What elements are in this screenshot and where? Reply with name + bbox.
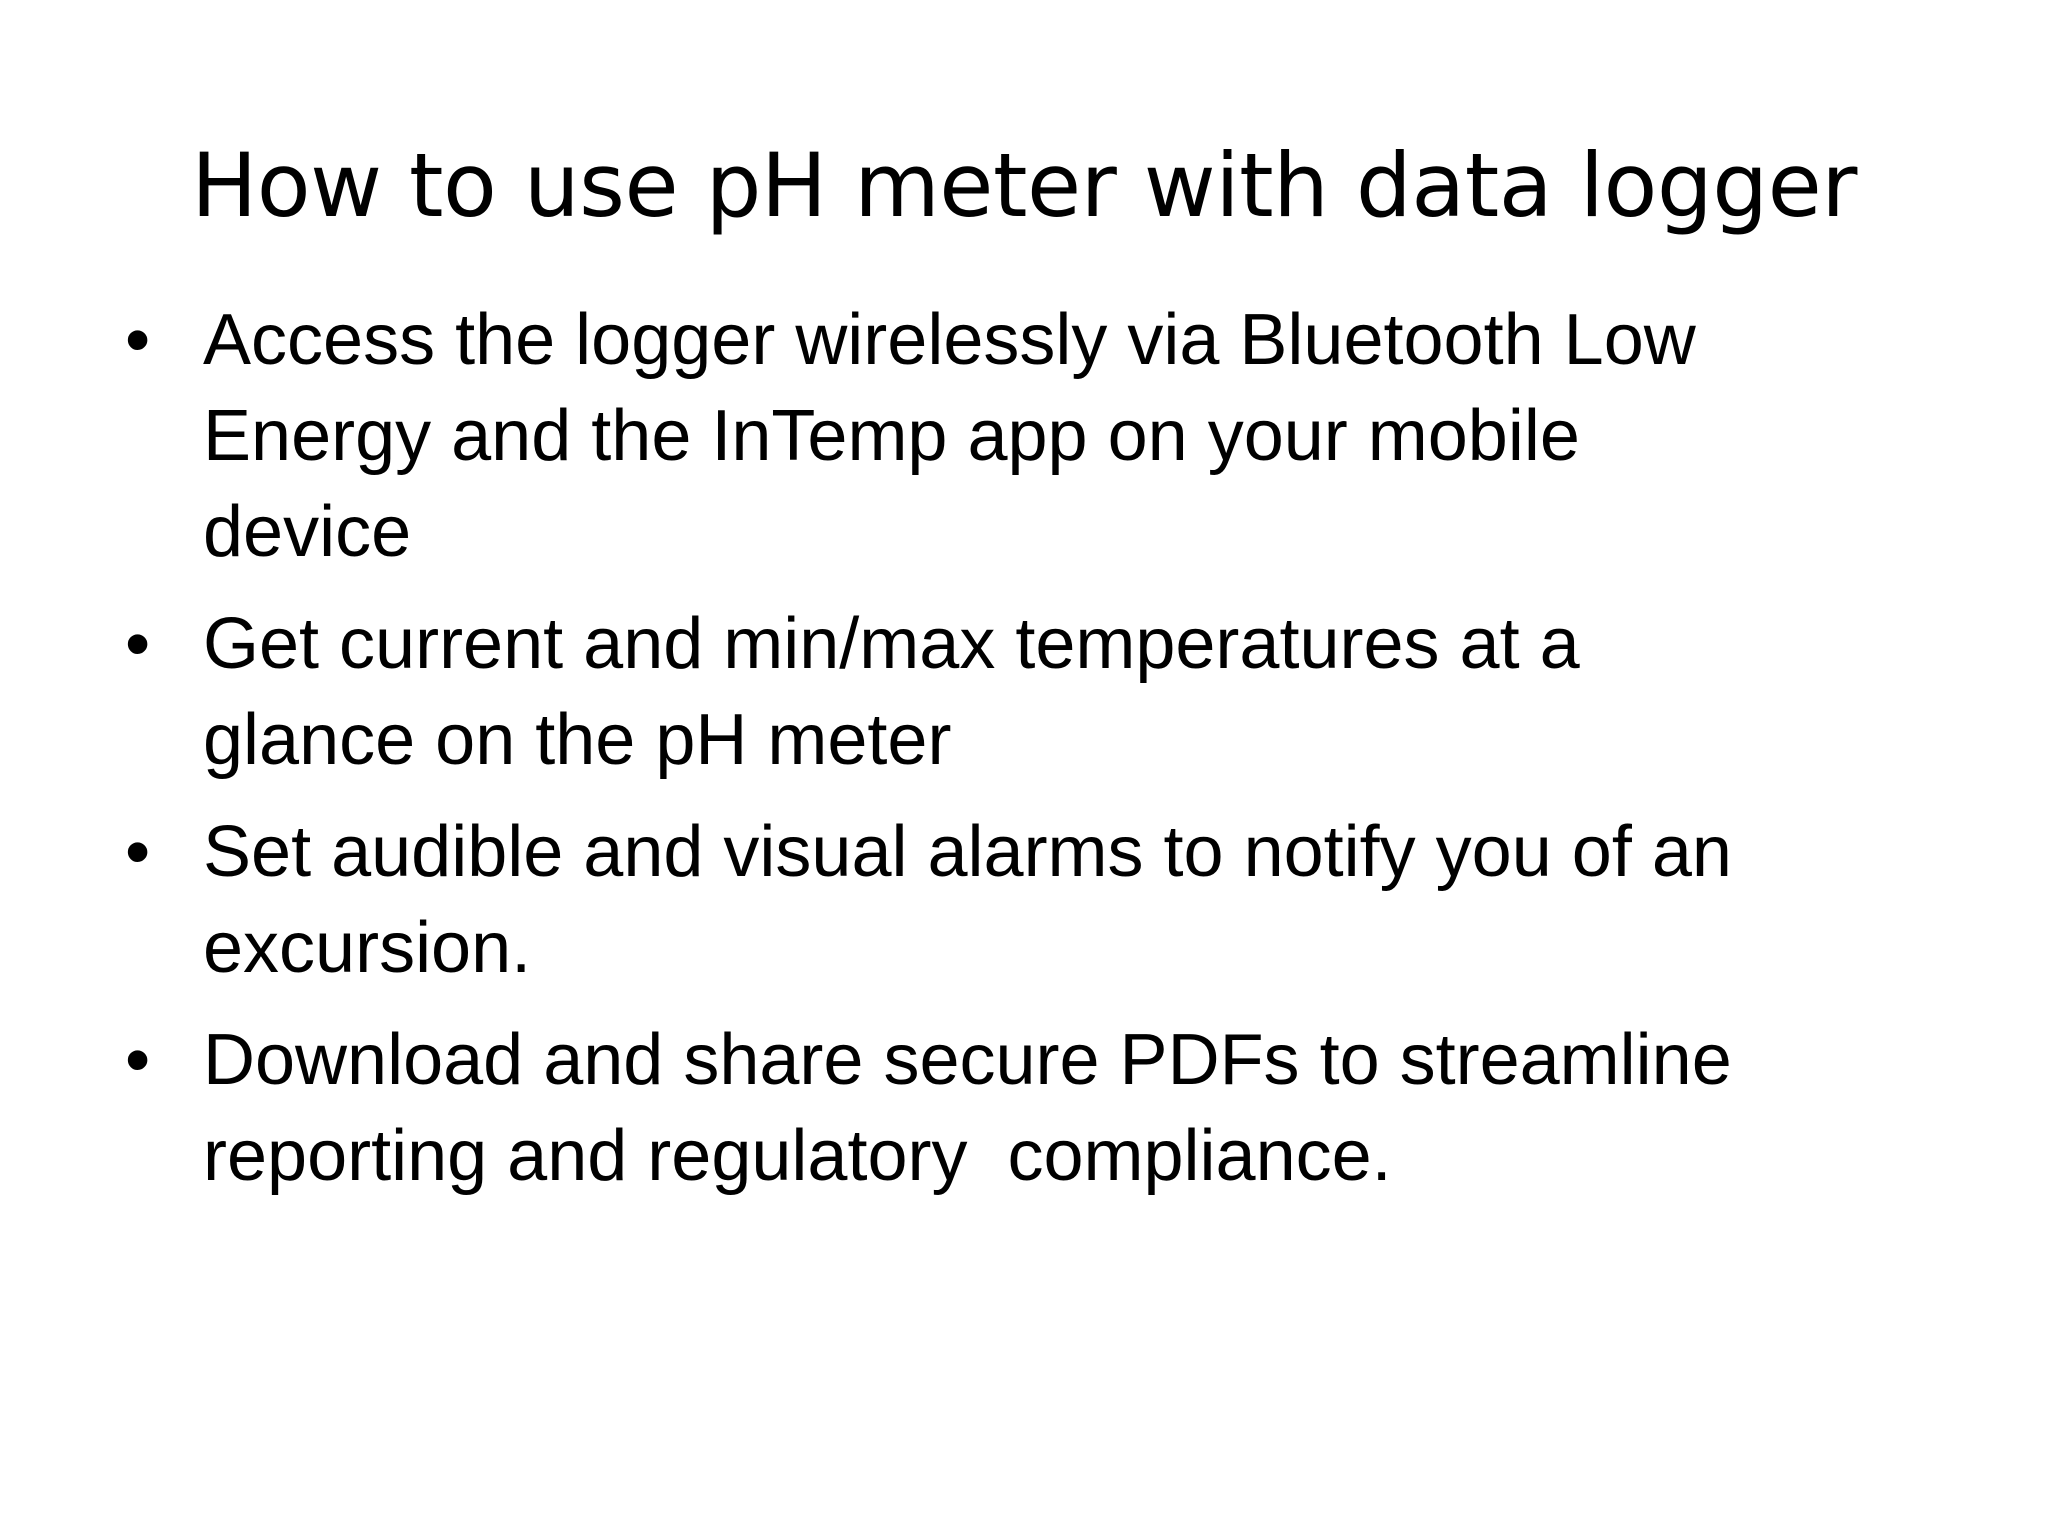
bullet-item [125, 804, 1975, 996]
bullet-item [125, 596, 1975, 788]
slide-title: How to use pH meter with data logger [191, 134, 1857, 237]
bullet-dot-icon: • [125, 1020, 151, 1100]
bullet-item [125, 1012, 1975, 1204]
bullet-list [125, 292, 1975, 1220]
bullet-dot-icon: • [125, 812, 151, 892]
bullet-text: Set audible and visual alarms to notify you of an excursion. [203, 812, 1732, 988]
bullet-text: Access the logger wirelessly via Bluetooth Low Energy and the InTemp app on your mobile device [203, 300, 1696, 572]
bullet-text: Download and share secure PDFs to streamline reporting and regulatory compliance. [203, 1020, 1732, 1196]
bullet-dot-icon: • [125, 604, 151, 684]
bullet-dot-icon: • [125, 300, 151, 380]
bullet-item [125, 292, 1975, 580]
bullet-text: Get current and min/max temperatures at a glance on the pH meter [203, 604, 1580, 780]
